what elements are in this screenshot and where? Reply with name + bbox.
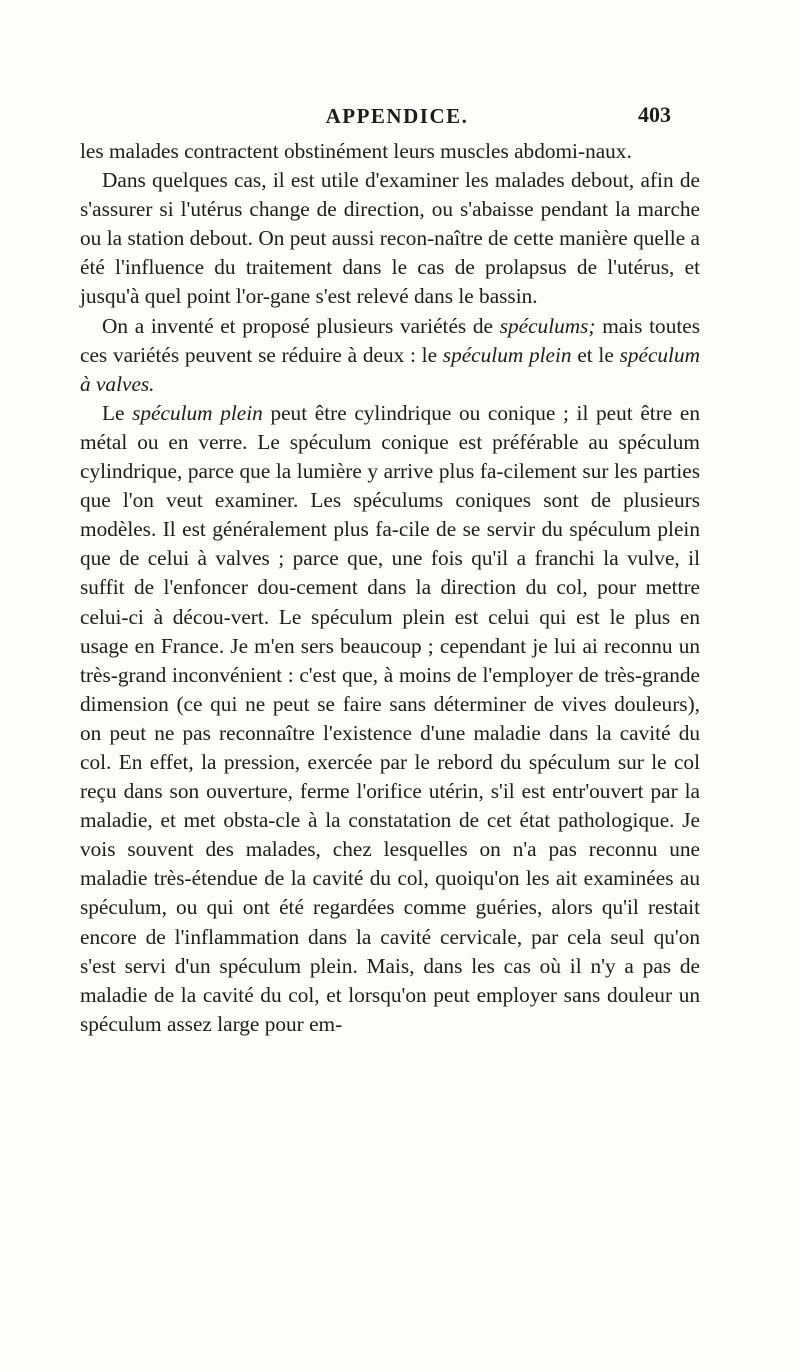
text-run: On a inventé et proposé plusieurs variétés de: [102, 313, 500, 338]
text-run: peut être cylindrique ou conique ; il peut être en métal ou en verre. Le spéculum conique est préférable au spéculum cylindrique, parce que la lumière y arrive plus fa-cilement sur les parties que l'on veut examiner. Les spéculums coniques sont de plusieurs modèles. Il est généralement plus fa-cile de se servir du spéculum plein que de celui à valves ; parce que, une fois qu'il a franchi la vulve, il suffit de l'enfoncer dou-cement dans la direction du col, pour mettre celui-ci à décou-vert. Le spéculum plein est celui qui est le plus en usage en France. Je m'en sers beaucoup ; cependant je lui ai reconnu un très-grand inconvénient : c'est que, à moins de l'employer de très-grande dimension (ce qui ne peut se faire sans déterminer de vives douleurs), on peut ne pas reconnaître l'existence d'une maladie dans la cavité du col. En effet, la pression, exercée par le rebord du spéculum sur le col reçu dans son ouverture, ferme l'orifice utérin, s'il est entr'ouvert par la maladie, et met obsta-cle à la constatation de cet état pathologique. Je vois souvent des malades, chez lesquelles on n'a pas reconnu une maladie très-étendue de la cavité du col, quoiqu'on les ait examinées au spéculum, ou qui ont été regardées comme guéries, alors qu'il restait encore de l'inflammation dans la cavité cervicale, par cela seul qu'on s'est servi d'un spéculum plein. Mais, dans les cas où il n'y a pas de maladie de la cavité du col, et lorsqu'on peut employer sans douleur un spéculum assez large pour em-: [80, 400, 700, 1036]
paragraph: [80, 312, 700, 399]
body-text: [80, 137, 700, 1039]
paragraph: [80, 399, 700, 1039]
text-run: mais toutes ces variétés peuvent se réduire à deux : le: [80, 313, 701, 367]
italic-term: spéculum à valves.: [80, 342, 700, 396]
paragraph: [80, 137, 700, 166]
paragraph: [80, 166, 700, 311]
text-run: Le: [102, 400, 133, 425]
text-run: les malades contractent obstinément leurs muscles abdomi-naux.: [80, 139, 632, 163]
running-head: APPENDICE.: [325, 104, 469, 128]
italic-term: spéculum plein: [132, 400, 263, 425]
italic-term: spéculums;: [499, 313, 596, 338]
page-number: 403: [638, 102, 671, 127]
text-run: Dans quelques cas, il est utile d'examiner les malades debout, afin de s'assurer si l'utérus change de direction, ou s'abaisse pendant la marche ou la station debout. On peut aussi recon-naître de cette manière quelle a été l'influence du traitement dans le cas de prolapsus de l'utérus, et jusqu'à quel point l'or-gane s'est relevé dans le bassin.: [80, 168, 700, 309]
text-run: et le: [571, 342, 620, 367]
italic-term: spéculum plein: [442, 342, 572, 367]
